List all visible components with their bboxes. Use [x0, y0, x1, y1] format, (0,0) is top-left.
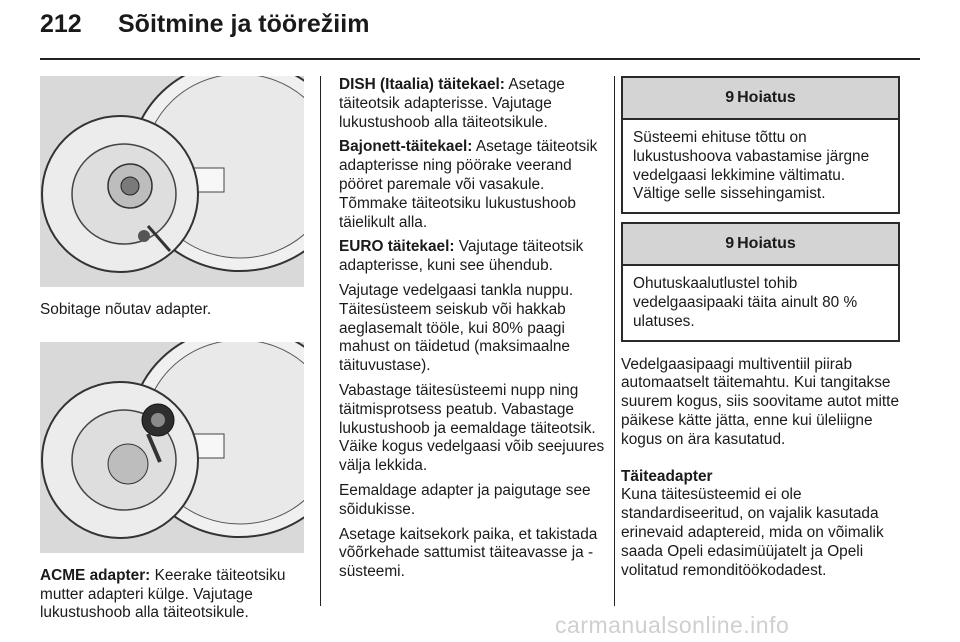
acme-term: ACME adapter:	[40, 566, 151, 584]
euro-paragraph	[339, 238, 609, 276]
fuel-filler-illustration-icon	[40, 342, 304, 553]
fuel-filler-adapter-figure-1	[40, 76, 304, 287]
bajonett-paragraph	[339, 138, 609, 232]
fuel-filler-adapter-figure-2	[40, 342, 304, 553]
euro-text: Vajutage täiteotsik adapterisse, kuni see ühendub.	[339, 238, 584, 275]
page-number: 212	[40, 10, 82, 38]
body-paragraph: Vajutage vedelgaasi tankla nuppu. Täitesüsteem seiskub või hakkab aeglasemalt tööle, kui 80% paagi mahust on täidetud (maksimaalne täituvustase).	[339, 281, 574, 375]
dish-term: DISH (Itaalia) täitekael:	[339, 76, 505, 93]
warning-box	[621, 76, 900, 214]
body-paragraph: Eemaldage adapter ja paigutage see sõidukisse.	[339, 481, 591, 518]
header-rule	[40, 58, 920, 60]
body-paragraph: Asetage kaitsekork paika, et takistada võõrkehade sattumist täiteavasse ja -süsteemi.	[339, 525, 598, 581]
bajonett-term: Bajonett-täitekael:	[339, 138, 473, 156]
warning-triangle-icon: 9	[725, 234, 735, 252]
warning-text: Ohutuskaalutlustel tohib vedelgaasipaaki täita ainult 80 % ulatuses.	[633, 275, 858, 330]
euro-term: EURO täitekael:	[339, 238, 455, 256]
warning-triangle-icon: 9	[725, 88, 735, 106]
warning-header	[623, 78, 898, 120]
dish-paragraph	[339, 76, 609, 132]
warning-text: Süsteemi ehituse tõttu on lukustushoova vabastamise järgne vedelgaasi lekkimine vältimatu. Vältige selle sissehingamist.	[633, 129, 870, 203]
column-separator-2	[614, 76, 615, 606]
body-paragraph: Vabastage täitesüsteemi nupp ning täitmisprotsess peatub. Vabastage lukustushoob ja eemaldage täiteotsik. Väike kogus vedelgaasi võib seejuures välja lekkida.	[339, 381, 605, 475]
caption-select-adapter: Sobitage nõutav adapter.	[40, 301, 212, 318]
left-column	[40, 76, 304, 629]
acme-adapter-paragraph	[40, 567, 304, 623]
body-paragraph: Vedelgaasipaagi multiventiil piirab automaatselt täitemahtu. Kui tangitakse suurem kogus, siis soovitame autot mitte päikese kätte jätta, enne kui üleliigne kogus on ära kasutatud.	[621, 355, 900, 448]
column-separator-1	[320, 76, 321, 606]
acme-text: Keerake täiteotsiku mutter adapteri külge. Vajutage lukustushoob alla täiteotsikule.	[40, 566, 286, 622]
body-paragraph: Kuna täitesüsteemid ei ole standardiseeritud, on vajalik kasutada erinevaid adaptereid, mida on võimalik saada Opeli edasimüüjatelt ja Opeli volitatud remonditöökodadest.	[621, 486, 884, 579]
middle-column	[339, 76, 609, 588]
warning-box	[621, 222, 900, 341]
fuel-filler-illustration-icon	[40, 76, 304, 287]
warning-header	[623, 224, 898, 266]
right-column	[621, 76, 900, 586]
dish-text: Asetage täiteotsik adapterisse. Vajutage lukustushoob alla täiteotsikule.	[339, 76, 565, 131]
watermark: carmanualsonline.info	[555, 612, 790, 638]
warning-title: Hoiatus	[737, 88, 796, 106]
bajonett-text: Asetage täiteotsik adapterisse ning pöörake veerand pööret paremale või vasakule. Tõmmake täiteotsiku lukustushoob täielikult alla.	[339, 138, 598, 231]
subheading-filler-adapter: Täiteadapter	[621, 467, 713, 485]
page-title: Sõitmine ja töörežiim	[118, 10, 370, 38]
warning-title: Hoiatus	[737, 234, 796, 252]
